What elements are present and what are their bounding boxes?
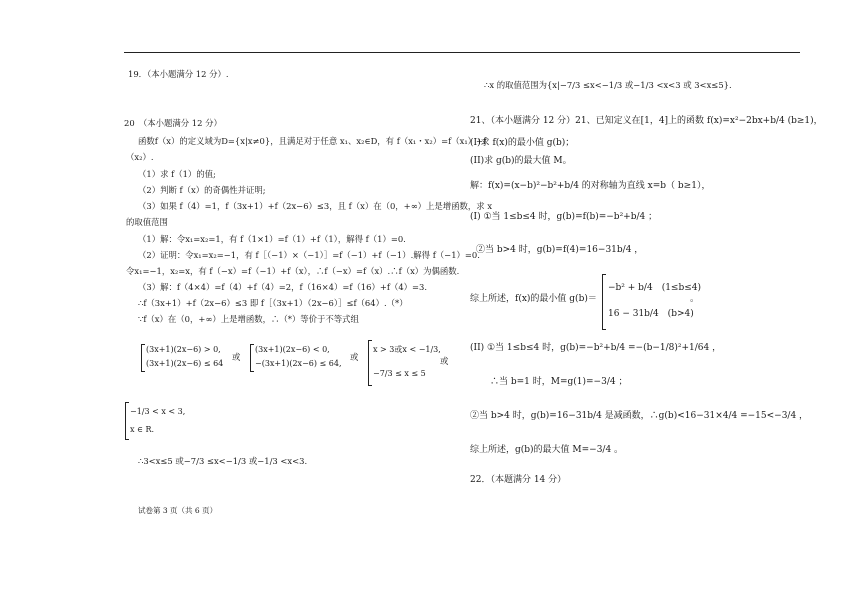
or-label-3: 或: [440, 356, 449, 366]
solution-3b: ∴f（3x+1）+f（2x−6）≤3 即 f［（3x+1）（2x−6）］≤f（64）.（*）: [138, 298, 408, 308]
q20-part3-cont: 的取值范围: [126, 217, 168, 227]
part-ii-summary: 综上所述，g(b)的最大值 M=−3/4 。: [470, 445, 624, 455]
solution-2a: （2）证明：令x₁=x₂=−1，有 f［（−1）×（−1）］=f（−1）+f（−1）.解得 f（−1）=0.: [138, 250, 480, 260]
system-b-line2: −(3x+1)(2x−6) ≤ 64,: [255, 359, 342, 368]
q20-part1: （1）求 f（1）的值;: [138, 169, 216, 179]
system-d-brace: [125, 402, 129, 440]
question-20-heading: 20 （本小题满分 12 分）: [124, 118, 222, 128]
q20-part2: （2）判断 f（x）的奇偶性并证明;: [138, 185, 266, 195]
piecewise-line1: −b² + b/4 (1≤b≤4): [608, 283, 702, 293]
piecewise-end: 。: [690, 294, 700, 304]
range-answer: ∴x 的取值范围为{x|−7/3 ≤x<−1/3 或−1/3 <x<3 或 3<x≤5}.: [484, 80, 732, 90]
part-ii-case1: (II) ①当 1≤b≤4 时，g(b)=−b²+b/4 =−(b−1/8)²+1/64 ，: [470, 343, 722, 353]
header-rule: [124, 52, 800, 53]
system-c-line2: −7/3 ≤ x ≤ 5: [373, 369, 426, 378]
system-a-line2: (3x+1)(2x−6) ≤ 64: [146, 359, 224, 368]
part-ii-case2: ②当 b>4 时，g(b)=16−31b/4 是减函数，∴g(b)<16−31×4/4 =−15<−3/4 ，: [470, 411, 809, 421]
case-2: ②当 b>4 时，g(b)=f(4)=16−31b/4 ，: [476, 245, 644, 255]
solution-1: （1）解：令x₁=x₂=1，有 f（1×1）=f（1）+f（1），解得 f（1）=0.: [138, 234, 406, 244]
case-1: (I) ①当 1≤b≤4 时，g(b)=f(b)=−b²+b/4 ；: [470, 212, 658, 222]
q20-part3: （3）如果 f（4）=1，f（3x+1）+f（2x−6）≤3，且 f（x）在（0，+∞）上是增函数，求 x: [138, 201, 493, 211]
piecewise-brace: [602, 274, 606, 330]
part-ii-max1: ∴当 b=1 时，M=g(1)=−3/4 ；: [490, 377, 628, 387]
system-c-brace: [368, 340, 372, 386]
solution-2b: 令x₁=−1，x₂=x，有 f（−x）=f（−1）+f（x），∴f（−x）=f（x）.∴f（x）为偶函数.: [126, 266, 460, 276]
solution-3c: ∵f（x）在（0，+∞）上是增函数，∴（*）等价于不等式组: [138, 314, 359, 324]
solution-3a: （3）解：f（4×4）=f（4）+f（4）=2，f（16×4）=f（16）+f（4）=3.: [138, 282, 428, 292]
piecewise-line2: 16 − 31b/4 (b>4): [608, 309, 694, 319]
question-19: 19．（本小题满分 12 分）.: [128, 69, 229, 79]
question-20-stem-cont: （x₂）.: [126, 152, 154, 162]
system-b-brace: [250, 344, 254, 372]
summary-lead: 综上所述，f(x)的最小值 g(b)＝: [470, 294, 597, 304]
question-20-stem: 函数f（x）的定义域为D={x|x≠0}，且满足对于任意 x₁、x₂∈D，有 f（x₁・x₂）=f（x₁）+f: [138, 136, 487, 146]
system-a-line1: (3x+1)(2x−6) > 0,: [146, 345, 221, 354]
question-21-heading: 21、（本小题满分 12 分）21、已知定义在[1，4]上的函数 f(x)=x²−2bx+b/4 (b≥1)，: [470, 116, 823, 126]
system-a-brace: [141, 344, 145, 372]
system-d-line1: −1/3 < x < 3,: [130, 407, 186, 416]
q21-part-i: (I)求 f(x)的最小值 g(b)；: [470, 138, 575, 148]
conclusion: ∴3<x≤5 或−7/3 ≤x<−1/3 或−1/3 <x<3.: [138, 456, 308, 466]
page-footer: 试卷第 3 页（共 6 页）: [138, 506, 218, 515]
or-label-2: 或: [350, 352, 359, 362]
question-22-heading: 22．（本题满分 14 分）: [470, 475, 567, 485]
solution-axis: 解：f(x)=(x−b)²−b²+b/4 的对称轴为直线 x=b（ b≥1），: [470, 181, 711, 191]
or-label-1: 或: [232, 352, 241, 362]
system-d-line2: x ∈ R.: [130, 425, 155, 434]
q21-part-ii: (II)求 g(b)的最大值 M。: [470, 156, 572, 166]
system-b-line1: (3x+1)(2x−6) < 0,: [255, 345, 330, 354]
system-c-line1: x > 3或x < −1/3,: [373, 345, 441, 354]
